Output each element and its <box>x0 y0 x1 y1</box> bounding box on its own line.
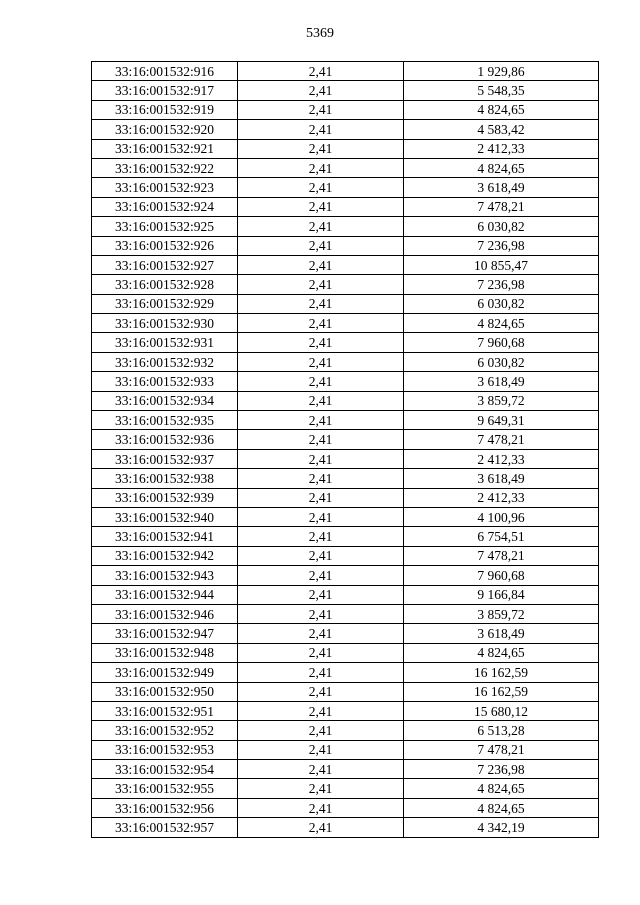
table-row <box>92 255 599 274</box>
rate-cell: 2,41 <box>238 624 404 643</box>
rate-cell: 2,41 <box>238 449 404 468</box>
amount-cell: 4 824,65 <box>404 314 599 333</box>
amount-cell: 7 478,21 <box>404 546 599 565</box>
cadastral-number-cell: 33:16:001532:944 <box>92 585 238 604</box>
amount-cell: 7 478,21 <box>404 740 599 759</box>
cadastral-number-cell: 33:16:001532:927 <box>92 255 238 274</box>
amount-cell: 7 478,21 <box>404 197 599 216</box>
rate-cell: 2,41 <box>238 100 404 119</box>
cadastral-number-cell: 33:16:001532:926 <box>92 236 238 255</box>
cadastral-number-cell: 33:16:001532:935 <box>92 411 238 430</box>
table-row <box>92 275 599 294</box>
amount-cell: 15 680,12 <box>404 701 599 720</box>
cadastral-number-cell: 33:16:001532:919 <box>92 100 238 119</box>
amount-cell: 7 236,98 <box>404 275 599 294</box>
amount-cell: 7 960,68 <box>404 566 599 585</box>
amount-cell: 4 824,65 <box>404 158 599 177</box>
rate-cell: 2,41 <box>238 217 404 236</box>
cadastral-number-cell: 33:16:001532:949 <box>92 663 238 682</box>
amount-cell: 7 236,98 <box>404 236 599 255</box>
table-row <box>92 294 599 313</box>
amount-cell: 7 236,98 <box>404 760 599 779</box>
table-row <box>92 314 599 333</box>
cadastral-number-cell: 33:16:001532:937 <box>92 449 238 468</box>
amount-cell: 4 583,42 <box>404 120 599 139</box>
rate-cell: 2,41 <box>238 430 404 449</box>
table-row <box>92 81 599 100</box>
rate-cell: 2,41 <box>238 507 404 526</box>
rate-cell: 2,41 <box>238 818 404 837</box>
rate-cell: 2,41 <box>238 469 404 488</box>
rate-cell: 2,41 <box>238 760 404 779</box>
rate-cell: 2,41 <box>238 139 404 158</box>
cadastral-number-cell: 33:16:001532:933 <box>92 372 238 391</box>
rate-cell: 2,41 <box>238 566 404 585</box>
cadastral-number-cell: 33:16:001532:936 <box>92 430 238 449</box>
cadastral-number-cell: 33:16:001532:953 <box>92 740 238 759</box>
rate-cell: 2,41 <box>238 178 404 197</box>
cadastral-number-cell: 33:16:001532:948 <box>92 643 238 662</box>
rate-cell: 2,41 <box>238 236 404 255</box>
cadastral-number-cell: 33:16:001532:950 <box>92 682 238 701</box>
table-row <box>92 604 599 623</box>
cadastral-number-cell: 33:16:001532:917 <box>92 81 238 100</box>
amount-cell: 3 859,72 <box>404 391 599 410</box>
amount-cell: 6 030,82 <box>404 352 599 371</box>
cadastral-number-cell: 33:16:001532:955 <box>92 779 238 798</box>
amount-cell: 6 754,51 <box>404 527 599 546</box>
table-row <box>92 721 599 740</box>
cadastral-number-cell: 33:16:001532:922 <box>92 158 238 177</box>
amount-cell: 3 618,49 <box>404 624 599 643</box>
cadastral-number-cell: 33:16:001532:923 <box>92 178 238 197</box>
table-row <box>92 120 599 139</box>
cadastral-number-cell: 33:16:001532:943 <box>92 566 238 585</box>
table-row <box>92 372 599 391</box>
amount-cell: 3 618,49 <box>404 372 599 391</box>
rate-cell: 2,41 <box>238 643 404 662</box>
rate-cell: 2,41 <box>238 352 404 371</box>
table-body <box>92 62 599 838</box>
rate-cell: 2,41 <box>238 197 404 216</box>
cadastral-number-cell: 33:16:001532:934 <box>92 391 238 410</box>
rate-cell: 2,41 <box>238 120 404 139</box>
amount-cell: 4 824,65 <box>404 798 599 817</box>
amount-cell: 1 929,86 <box>404 62 599 81</box>
amount-cell: 4 100,96 <box>404 507 599 526</box>
cadastral-number-cell: 33:16:001532:928 <box>92 275 238 294</box>
table-row <box>92 100 599 119</box>
table-row <box>92 62 599 81</box>
amount-cell: 7 478,21 <box>404 430 599 449</box>
amount-cell: 16 162,59 <box>404 682 599 701</box>
amount-cell: 4 824,65 <box>404 779 599 798</box>
cadastral-number-cell: 33:16:001532:931 <box>92 333 238 352</box>
rate-cell: 2,41 <box>238 255 404 274</box>
amount-cell: 3 859,72 <box>404 604 599 623</box>
cadastral-number-cell: 33:16:001532:916 <box>92 62 238 81</box>
data-table <box>91 61 599 838</box>
amount-cell: 2 412,33 <box>404 488 599 507</box>
table-row <box>92 411 599 430</box>
rate-cell: 2,41 <box>238 411 404 430</box>
rate-cell: 2,41 <box>238 62 404 81</box>
table-row <box>92 760 599 779</box>
cadastral-number-cell: 33:16:001532:925 <box>92 217 238 236</box>
cadastral-number-cell: 33:16:001532:951 <box>92 701 238 720</box>
rate-cell: 2,41 <box>238 604 404 623</box>
table-row <box>92 391 599 410</box>
table-row <box>92 158 599 177</box>
table-row <box>92 818 599 837</box>
cadastral-number-cell: 33:16:001532:920 <box>92 120 238 139</box>
amount-cell: 6 030,82 <box>404 294 599 313</box>
rate-cell: 2,41 <box>238 546 404 565</box>
table-row <box>92 624 599 643</box>
rate-cell: 2,41 <box>238 682 404 701</box>
rate-cell: 2,41 <box>238 585 404 604</box>
rate-cell: 2,41 <box>238 527 404 546</box>
cadastral-number-cell: 33:16:001532:938 <box>92 469 238 488</box>
table-row <box>92 488 599 507</box>
amount-cell: 4 824,65 <box>404 100 599 119</box>
rate-cell: 2,41 <box>238 740 404 759</box>
table-row <box>92 566 599 585</box>
rate-cell: 2,41 <box>238 391 404 410</box>
rate-cell: 2,41 <box>238 314 404 333</box>
table-row <box>92 139 599 158</box>
cadastral-number-cell: 33:16:001532:929 <box>92 294 238 313</box>
cadastral-number-cell: 33:16:001532:947 <box>92 624 238 643</box>
page-number: 5369 <box>306 26 334 41</box>
cadastral-number-cell: 33:16:001532:921 <box>92 139 238 158</box>
table-row <box>92 798 599 817</box>
table-row <box>92 449 599 468</box>
rate-cell: 2,41 <box>238 275 404 294</box>
cadastral-number-cell: 33:16:001532:952 <box>92 721 238 740</box>
rate-cell: 2,41 <box>238 333 404 352</box>
table-row <box>92 217 599 236</box>
cadastral-number-cell: 33:16:001532:940 <box>92 507 238 526</box>
cadastral-number-cell: 33:16:001532:941 <box>92 527 238 546</box>
amount-cell: 7 960,68 <box>404 333 599 352</box>
rate-cell: 2,41 <box>238 663 404 682</box>
amount-cell: 2 412,33 <box>404 449 599 468</box>
cadastral-number-cell: 33:16:001532:954 <box>92 760 238 779</box>
rate-cell: 2,41 <box>238 158 404 177</box>
rate-cell: 2,41 <box>238 294 404 313</box>
table-row <box>92 546 599 565</box>
table-row <box>92 585 599 604</box>
cadastral-number-cell: 33:16:001532:932 <box>92 352 238 371</box>
rate-cell: 2,41 <box>238 701 404 720</box>
table-row <box>92 352 599 371</box>
table-row <box>92 779 599 798</box>
amount-cell: 16 162,59 <box>404 663 599 682</box>
table-row <box>92 701 599 720</box>
amount-cell: 10 855,47 <box>404 255 599 274</box>
cadastral-number-cell: 33:16:001532:924 <box>92 197 238 216</box>
amount-cell: 9 649,31 <box>404 411 599 430</box>
amount-cell: 4 342,19 <box>404 818 599 837</box>
cadastral-number-cell: 33:16:001532:942 <box>92 546 238 565</box>
table-row <box>92 507 599 526</box>
amount-cell: 6 513,28 <box>404 721 599 740</box>
amount-cell: 3 618,49 <box>404 469 599 488</box>
table-row <box>92 663 599 682</box>
rate-cell: 2,41 <box>238 779 404 798</box>
table-row <box>92 682 599 701</box>
rate-cell: 2,41 <box>238 372 404 391</box>
amount-cell: 6 030,82 <box>404 217 599 236</box>
cadastral-number-cell: 33:16:001532:956 <box>92 798 238 817</box>
table-row <box>92 430 599 449</box>
rate-cell: 2,41 <box>238 488 404 507</box>
cadastral-number-cell: 33:16:001532:957 <box>92 818 238 837</box>
table-row <box>92 236 599 255</box>
cadastral-number-cell: 33:16:001532:939 <box>92 488 238 507</box>
table-row <box>92 643 599 662</box>
amount-cell: 9 166,84 <box>404 585 599 604</box>
cadastral-number-cell: 33:16:001532:930 <box>92 314 238 333</box>
rate-cell: 2,41 <box>238 798 404 817</box>
amount-cell: 4 824,65 <box>404 643 599 662</box>
cadastral-number-cell: 33:16:001532:946 <box>92 604 238 623</box>
amount-cell: 5 548,35 <box>404 81 599 100</box>
amount-cell: 3 618,49 <box>404 178 599 197</box>
rate-cell: 2,41 <box>238 81 404 100</box>
table-row <box>92 740 599 759</box>
table-row <box>92 178 599 197</box>
table-row <box>92 197 599 216</box>
rate-cell: 2,41 <box>238 721 404 740</box>
amount-cell: 2 412,33 <box>404 139 599 158</box>
table-row <box>92 333 599 352</box>
table-row <box>92 469 599 488</box>
table-row <box>92 527 599 546</box>
